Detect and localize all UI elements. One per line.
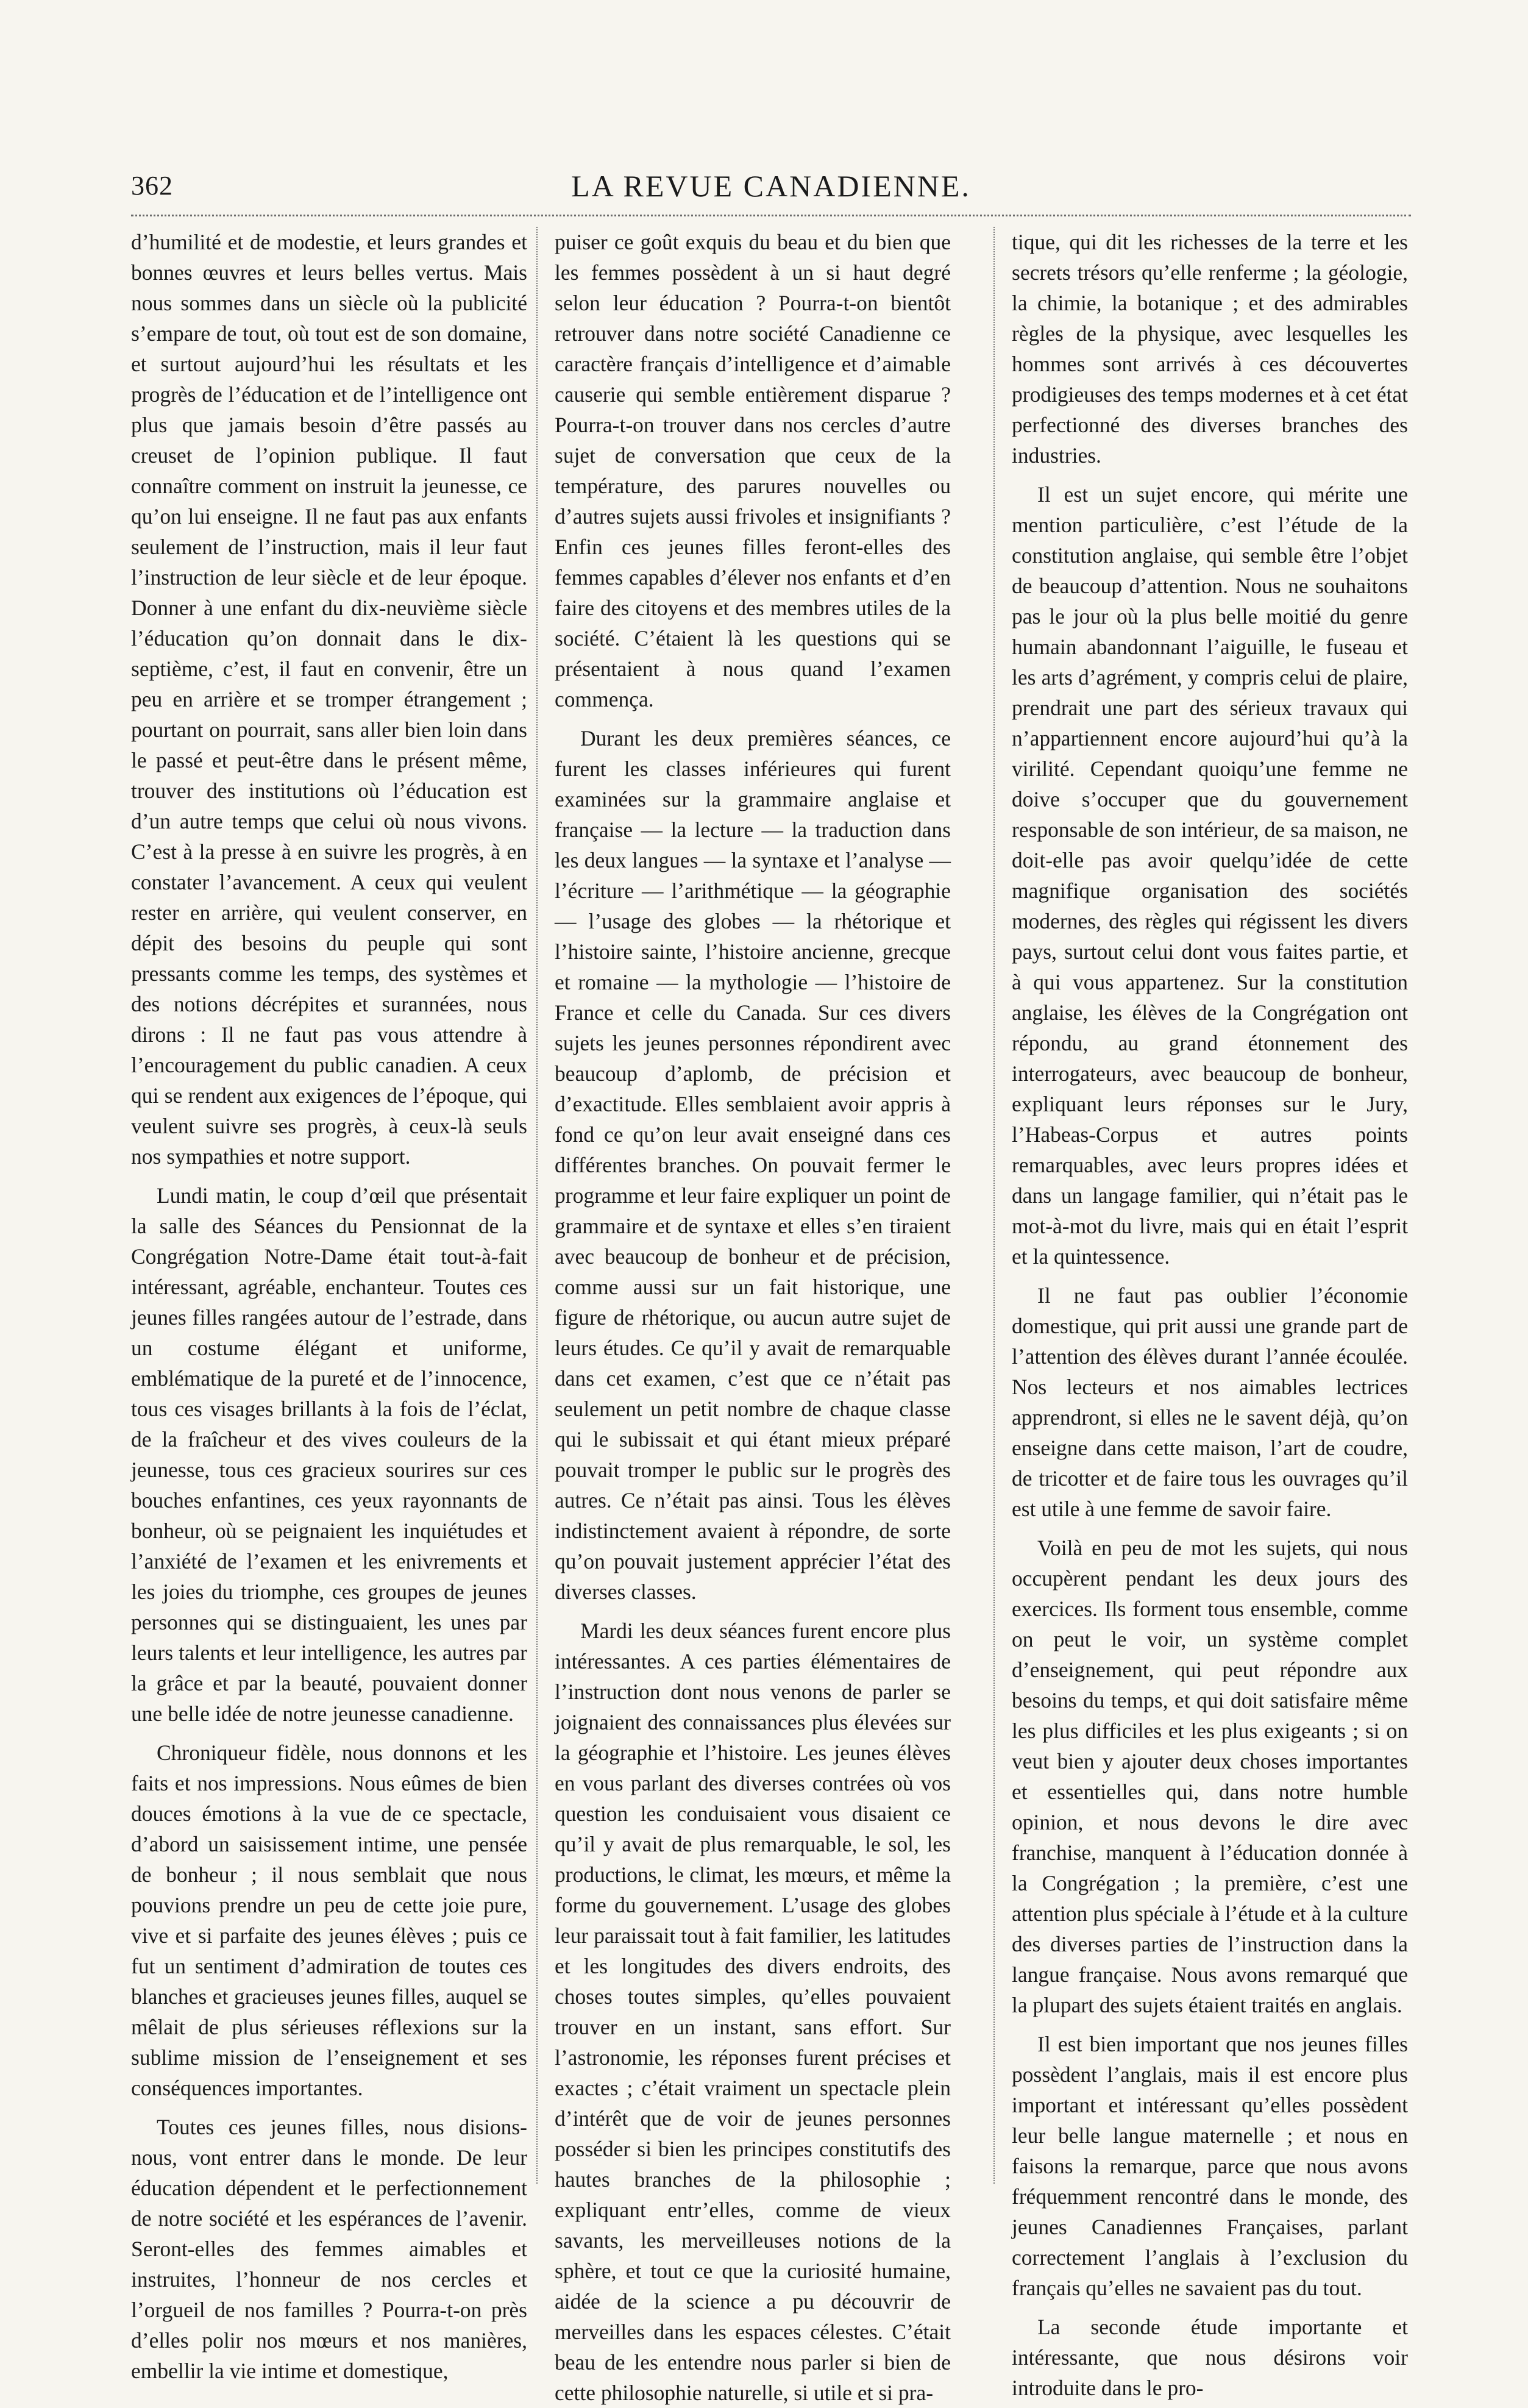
paragraph: Il est un sujet encore, qui mérite une mention particulière, c’est l’étude de la constitution anglaise, qui semble être l’objet de beaucoup d’attention. Nous ne souhaitons pas le jour où la plus belle moitié du genre humain abandonnant l’aiguille, le fuseau et les arts d’agrément, y compris celui de plaire, prendrait une part des sérieux travaux qui n’appartiennent encore aujourd’hui qu’à la virilité. Cependant quoiqu’une femme ne doive s’occuper que du gouvernement responsable de son intérieur, de sa maison, ne doit-elle pas avoir quelqu’idée de cette magnifique organisation des sociétés modernes, des règles qui régissent les divers pays, surtout celui dont vous faites partie, et à qui vous appartenez. Sur la constitution anglaise, les élèves de la Congrégation ont répondu, au grand étonnement des interrogateurs, avec beaucoup de bonheur, expliquant leurs réponses sur le Jury, l’Habeas-Corpus et autres points remarquables, avec leurs propres idées et dans un langage familier, qui n’était pas le mot-à-mot du livre, mais qui en était l’esprit et la quintessence. (1012, 482, 1408, 1269)
column-divider (536, 227, 538, 2184)
text-column-2 (555, 227, 951, 2405)
running-header (131, 168, 1411, 204)
paragraph: Durant les deux premières séances, ce furent les classes inférieures qui furent examinées sur la grammaire anglaise et française — la lecture — la traduction dans les deux langues — la syntaxe et l’analyse — l’écriture — l’arithmétique — la géographie — l’usage des globes — la rhétorique et l’histoire sainte, l’histoire ancienne, grecque et romaine — la mythologie — l’histoire de France et celle du Canada. Sur ces divers sujets les jeunes personnes répondirent avec beaucoup d’aplomb, de précision et d’exactitude. Elles semblaient avoir appris à fond ce qu’on leur avait enseigné dans ces différentes branches. On pouvait fermer le programme et leur faire expliquer un point de grammaire et de syntaxe et elles s’en tiraient avec beaucoup de bonheur et de précision, comme aussi sur un fait historique, une figure de rhétorique, ou aucun autre sujet de leurs études. Ce qu’il y avait de remarquable dans cet examen, c’est que ce n’était pas seulement un petit nombre de chaque classe qui le subissait et qui étant mieux préparé pouvait tromper le public sur le progrès des autres. Ce n’était pas ainsi. Tous les élèves indistinctement avaient à répondre, de sorte qu’on pouvait justement apprécier l’état des diverses classes. (555, 726, 951, 1604)
text-column-3 (1012, 227, 1408, 2400)
paragraph: Lundi matin, le coup d’œil que présentait la salle des Séances du Pensionnat de la Congrégation Notre-Dame était tout-à-fait intéressant, agréable, enchanteur. Toutes ces jeunes filles rangées autour de l’estrade, dans un costume élégant et uniforme, emblématique de la pureté et de l’innocence, tous ces visages brillants à la fois de l’éclat, de la fraîcheur et des vives couleurs de la jeunesse, tous ces gracieux sourires sur ces bouches enfantines, ces yeux rayonnants de bonheur, où se peignaient les inquiétudes et l’anxiété de l’examen et les enivrements et les joies du triomphe, ces groupes de jeunes personnes qui se distinguaient, les unes par leurs talents et leur intelligence, les autres par la grâce et par la beauté, pouvaient donner une belle idée de notre jeunesse canadienne. (131, 1183, 527, 1726)
paragraph: Chroniqueur fidèle, nous donnons et les faits et nos impressions. Nous eûmes de bien douces émotions à la vue de ce spectacle, d’abord un saisissement intime, une pensée de bonheur ; il nous semblait que nous pouvions prendre un peu de cette joie pure, vive et si parfaite des jeunes élèves ; puis ce fut un sentiment d’admiration de toutes ces blanches et gracieuses jeunes filles, auquel se mêlait de plus sérieuses réflexions sur la sublime mission de l’enseignement et ses conséquences importantes. (131, 1740, 527, 2100)
paragraph: La seconde étude importante et intéressante, que nous désirons voir introduite dans le pro- (1012, 2315, 1408, 2400)
column-divider (993, 227, 995, 2184)
paragraph: Mardi les deux séances furent encore plus intéressantes. A ces parties élémentaires de l’instruction dont nous venons de parler se joignaient des connaissances plus élevées sur la géographie et l’histoire. Les jeunes élèves en vous parlant des diverses contrées où vos question les conduisaient vous disaient ce qu’il y avait de plus remarquable, le sol, les productions, le climat, les mœurs, et même la forme du gouvernement. L’usage des globes leur paraissait tout à fait familier, les latitudes et les longitudes des divers endroits, des choses toutes simples, qu’elles pouvaient trouver en un instant, sans effort. Sur l’astronomie, les réponses furent précises et exactes ; c’était vraiment un spectacle plein d’intérêt que de voir de jeunes personnes posséder si bien les principes constitutifs des hautes branches de la philosophie ; expliquant entr’elles, comme de vieux savants, les merveilleuses notions de la sphère, et tout ce que la curiosité humaine, aidée de la science a pu découvrir de merveilles dans les espaces célestes. C’était beau de les entendre nous parler si bien de cette philosophie naturelle, si utile et si pra- (555, 1619, 951, 2405)
paragraph: Il ne faut pas oublier l’économie domestique, qui prit aussi une grande part de l’attention des élèves durant l’année écoulée. Nos lecteurs et nos aimables lectrices apprendront, si elles ne le savent déjà, qu’on enseigne dans cette maison, l’art de coudre, de tricotter et de faire tous les ouvrages qu’il est utile à une femme de savoir faire. (1012, 1283, 1408, 1521)
paragraph: Voilà en peu de mot les sujets, qui nous occupèrent pendant les deux jours des exercices. Ils forment tous ensemble, comme on peut le voir, un système complet d’enseignement, qui peut répondre aux besoins du temps, et qui doit satisfaire même les plus difficiles et les plus exigeants ; si on veut bien y ajouter deux choses importantes et essentielles qui, dans notre humble opinion, et nous devons le dire avec franchise, manquent à l’éducation donnée à la Congrégation ; la première, c’est une attention plus spéciale à l’étude et à la culture des diverses parties de l’instruction dans la langue française. Nous avons remarqué que la plupart des sujets étaient traités en anglais. (1012, 1536, 1408, 2017)
paragraph: d’humilité et de modestie, et leurs grandes et bonnes œuvres et leurs belles vertus. Mais nous sommes dans un siècle où la publicité s’empare de tout, où tout est de son domaine, et surtout aujourd’hui les résultats et les progrès de l’éducation et de l’intelligence ont plus que jamais besoin d’être passés au creuset de l’opinion publique. Il faut connaître comment on instruit la jeunesse, ce qu’on lui enseigne. Il ne faut pas aux enfants seulement de l’instruction, mais il leur faut l’instruction de leur siècle et de leur époque. Donner à une enfant du dix-neuvième siècle l’éducation qu’on donnait dans le dix-septième, c’est, il faut en convenir, être un peu en arrière et se tromper étrangement ; pourtant on pourrait, sans aller bien loin dans le passé et peut-être dans le présent même, trouver des institutions où l’éducation est d’un autre temps que celui où nous vivons. C’est à la presse à en suivre les progrès, à en constater l’avancement. A ceux qui veulent rester en arrière, qui veulent conserver, en dépit des besoins du peuple qui sont pressants comme les temps, des systèmes et des notions décrépites et surannées, nous dirons : Il ne faut pas vous attendre à l’encouragement du public canadien. A ceux qui se rendent aux exigences de l’époque, qui veulent suivre ses progrès, à ceux-là seuls nos sympathies et notre support. (131, 230, 527, 1169)
paragraph: Toutes ces jeunes filles, nous disions-nous, vont entrer dans le monde. De leur éducation dépendent et le perfectionnement de notre société et les espérances de l’avenir. Seront-elles des femmes aimables et instruites, l’honneur de nos cercles et l’orgueil de nos familles ? Pourra-t-on près d’elles polir nos mœurs et nos manières, embellir la vie intime et domestique, (131, 2115, 527, 2383)
paragraph: Il est bien important que nos jeunes filles possèdent l’anglais, mais il est encore plus important et intéressant qu’elles possèdent leur belle langue maternelle ; et nous en faisons la remarque, parce que nous avons fréquemment rencontré dans le monde, des jeunes Canadiennes Françaises, parlant correctement l’anglais à l’exclusion du français qu’elles ne savaient pas du tout. (1012, 2032, 1408, 2300)
paragraph: puiser ce goût exquis du beau et du bien que les femmes possèdent à un si haut degré selon leur éducation ? Pourra-t-on bientôt retrouver dans notre société Canadienne ce caractère français d’intelligence et d’aimable causerie qui semble entièrement disparue ? Pourra-t-on trouver dans nos cercles d’autre sujet de conversation que ceux de la température, des parures nouvelles ou d’autres sujets aussi frivoles et insignifiants ? Enfin ces jeunes filles feront-elles des femmes capables d’élever nos enfants et d’en faire des citoyens et des membres utiles de la société. C’étaient là les questions qui se présentaient à nous quand l’examen commença. (555, 230, 951, 711)
page-number: 362 (131, 171, 173, 201)
paragraph: tique, qui dit les richesses de la terre et les secrets trésors qu’elle renferme ; la géologie, la chimie, la botanique ; et des admirables règles de la physique, avec lesquelles les hommes sont arrivés à ces découvertes prodigieuses des temps modernes et à cet état perfectionné des diverses branches des industries. (1012, 230, 1408, 468)
text-column-1 (131, 227, 527, 2383)
journal-title: LA REVUE CANADIENNE. (571, 169, 971, 203)
header-rule (131, 215, 1411, 216)
